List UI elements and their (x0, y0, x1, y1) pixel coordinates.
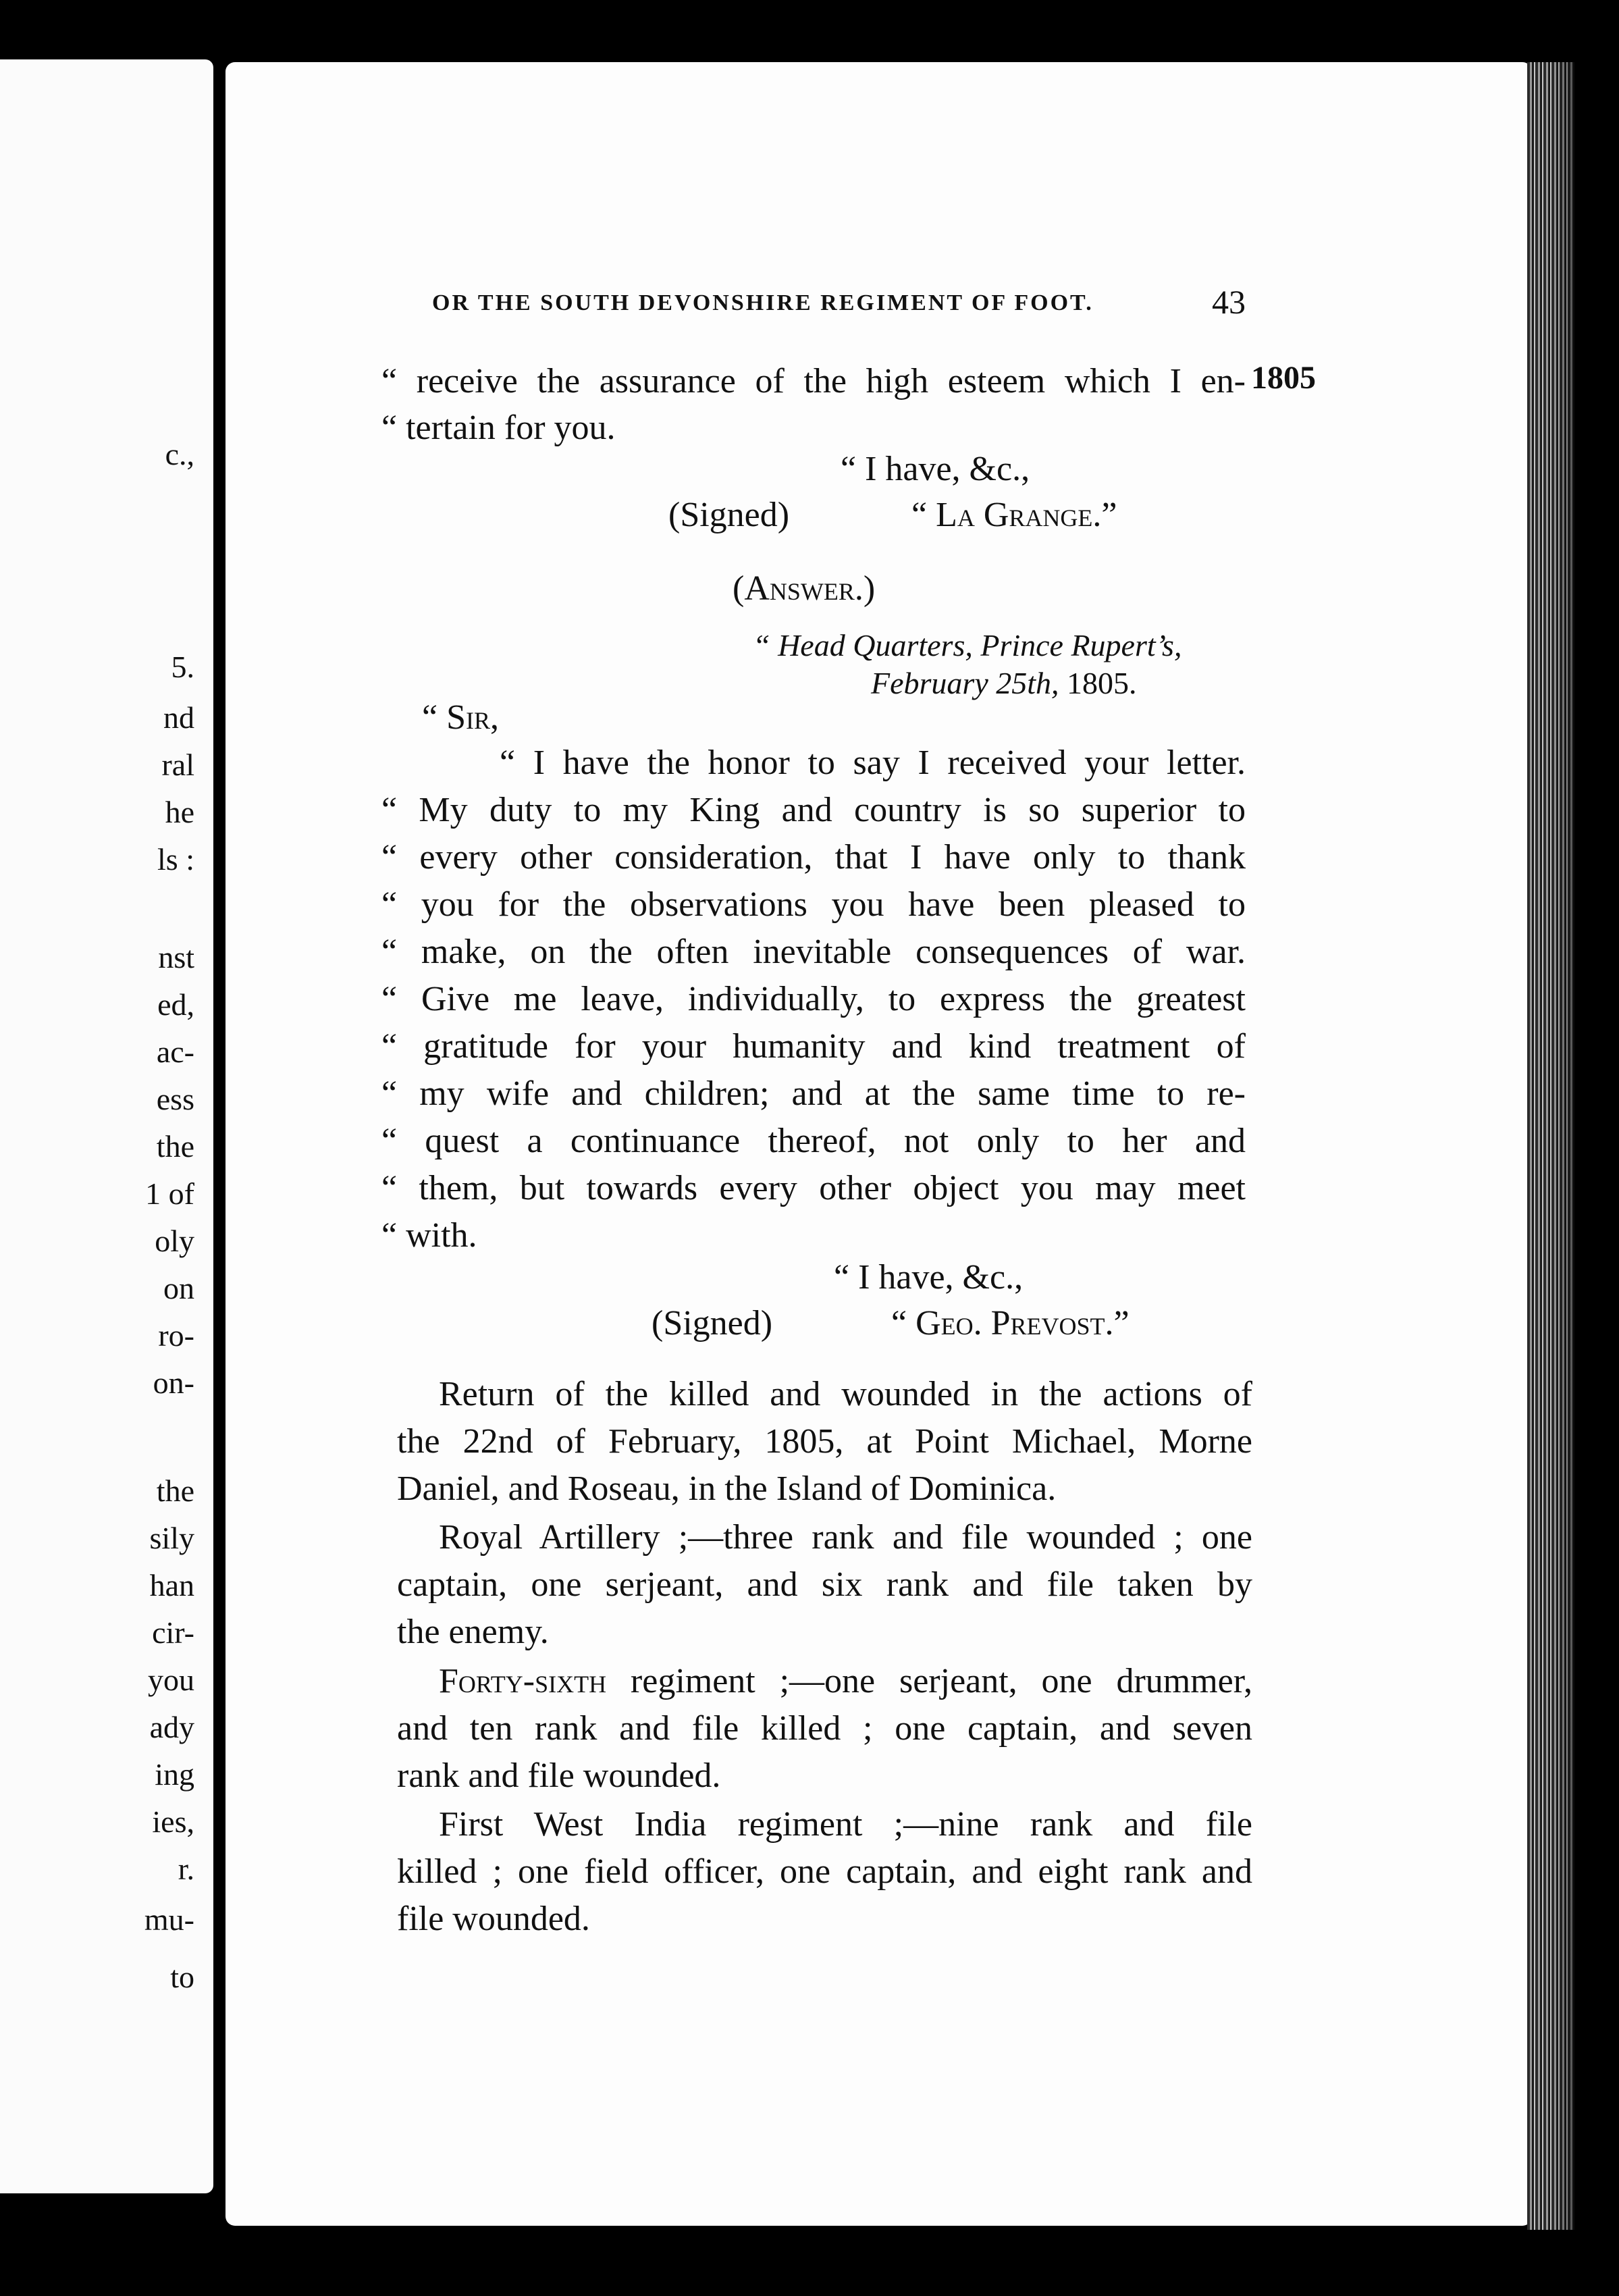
text-line: “ you for the observations you have been pleased to (381, 885, 1246, 924)
page-header (419, 282, 1246, 330)
closing-line: “ I have, &c., (834, 1258, 1024, 1297)
left-fragment: sily (149, 1521, 194, 1555)
answer-date (871, 663, 1137, 704)
margin-year: 1805 (1251, 360, 1316, 396)
signature: “ La Grange.” (911, 496, 1117, 534)
text-line: “ them, but towards every other object you may meet (381, 1169, 1246, 1207)
page-edge-shadow (1553, 62, 1580, 2230)
page-number: 43 (1212, 283, 1246, 321)
text-line: rank and file wounded. (397, 1756, 721, 1795)
left-fragment: r. (178, 1852, 194, 1886)
answer-place: “ Head Quarters, Prince Rupert’s, (753, 628, 1182, 662)
left-fragment: mu- (144, 1902, 194, 1937)
text-line: “ Give me leave, individually, to express the greatest (381, 980, 1246, 1018)
salutation: “ Sir, (422, 698, 499, 737)
left-fragment: oly (155, 1224, 194, 1258)
answer-date-month: February 25th, (871, 666, 1059, 700)
left-fragment: ing (155, 1757, 194, 1792)
left-fragment: cir- (152, 1615, 194, 1650)
left-fragment: ral (161, 748, 194, 782)
regiment-name: Forty-sixth (439, 1662, 607, 1700)
left-fragment: on (163, 1271, 194, 1305)
left-fragment: to (170, 1960, 194, 1994)
answer-date-year: 1805. (1067, 666, 1137, 700)
signed-label: (Signed) (668, 496, 790, 534)
left-fragment: c., (165, 437, 194, 471)
text-line: “ with. (381, 1216, 477, 1255)
left-fragment: ed, (157, 987, 194, 1022)
text-line: “ gratitude for your humanity and kind treatment of (381, 1027, 1246, 1066)
left-page (0, 59, 213, 2193)
signed-label: (Signed) (652, 1304, 773, 1342)
left-fragment: 5. (171, 650, 194, 684)
left-fragment: ro- (158, 1318, 194, 1353)
left-fragment: ls : (157, 842, 194, 877)
text-line: the 22nd of February, 1805, at Point Michael, Morne (397, 1422, 1252, 1461)
left-fragment: ady (149, 1710, 194, 1744)
left-fragment: 1 of (145, 1176, 194, 1211)
text-line: “ my wife and children; and at the same time to re- (381, 1074, 1246, 1113)
left-fragment: ies, (152, 1804, 194, 1839)
text-line: the enemy. (397, 1613, 549, 1651)
text-line: captain, one serjeant, and six rank and file taken by (397, 1565, 1252, 1604)
closing-line: “ I have, &c., (841, 450, 1030, 488)
text-line: “ quest a continuance thereof, not only to her and (381, 1122, 1246, 1160)
text-line: Royal Artillery ;—three rank and file wounded ; one (439, 1518, 1252, 1557)
left-fragment: he (165, 795, 194, 829)
left-fragment: you (148, 1663, 194, 1697)
text-line: “ every other consideration, that I have only to thank (381, 838, 1246, 877)
running-title: OR THE SOUTH DEVONSHIRE REGIMENT OF FOOT. (432, 290, 1094, 315)
text-line: First West India regiment ;—nine rank and file (439, 1805, 1252, 1844)
left-fragment: han (149, 1568, 194, 1602)
left-fragment: the (156, 1129, 194, 1164)
text-line: killed ; one field officer, one captain, and eight rank and (397, 1852, 1252, 1891)
text-line: “ make, on the often inevitable consequences of war. (381, 933, 1246, 971)
text-line: Daniel, and Roseau, in the Island of Dominica. (397, 1469, 1057, 1508)
signature: “ Geo. Prevost.” (891, 1304, 1130, 1342)
regiment-detail: regiment ;—one serjeant, one drummer, (606, 1662, 1252, 1700)
answer-heading: (Answer.) (733, 569, 876, 608)
text-line: “ receive the assurance of the high esteem which I en- (381, 362, 1246, 400)
text-line: and ten rank and file killed ; one captain, and seven (397, 1709, 1252, 1748)
text-line: file wounded. (397, 1900, 590, 1938)
left-fragment: the (156, 1473, 194, 1508)
text-line: “ tertain for you. (381, 409, 616, 447)
left-fragment: on- (153, 1365, 194, 1400)
text-line: Return of the killed and wounded in the actions of (439, 1375, 1252, 1413)
left-fragment: ess (156, 1082, 194, 1116)
text-line (439, 1661, 1252, 1702)
text-line: “ My duty to my King and country is so superior to (381, 791, 1246, 829)
left-fragment: nd (163, 700, 194, 735)
text-line: “ I have the honor to say I received your letter. (500, 743, 1246, 782)
left-fragment: nst (158, 940, 194, 974)
left-fragment: ac- (156, 1035, 194, 1069)
